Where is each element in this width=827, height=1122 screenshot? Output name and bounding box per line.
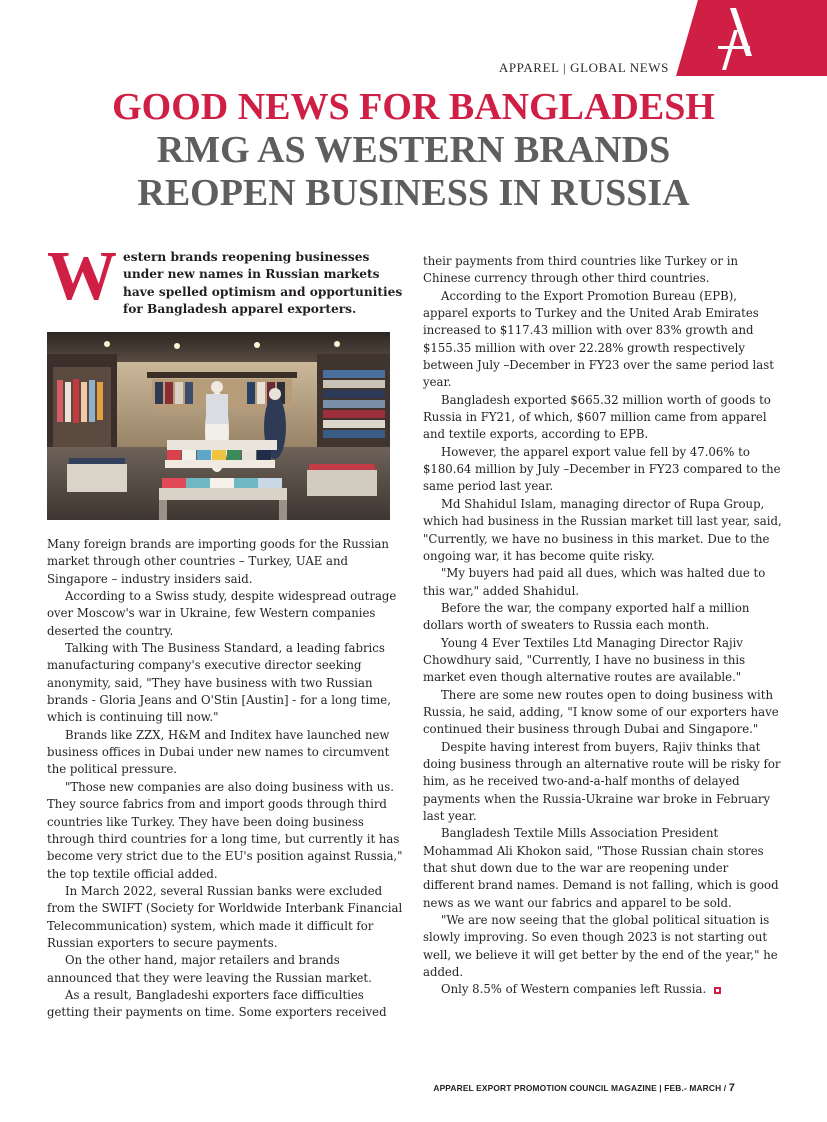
paragraph: Bangladesh exported $665.32 million worth of goods to Russia in FY21, of which, $607 million came from apparel and textile exports, according to EPB. xyxy=(423,392,771,442)
body-column-left xyxy=(47,536,405,1022)
paragraph: According to a Swiss study, despite widespread outrage over Moscow's war in Ukraine, few Western companies deserted the country. xyxy=(47,589,397,638)
drop-cap: W xyxy=(47,238,117,315)
paragraph xyxy=(423,981,782,998)
paragraph: Before the war, the company exported half a million dollars worth of sweaters to Russia each month. xyxy=(423,600,750,633)
paragraph: Many foreign brands are importing goods for the Russian market through other countries – Turkey, UAE and Singapore – industry insiders said. xyxy=(47,537,389,586)
paragraph: "My buyers had paid all dues, which was halted due to this war," added Shahidul. xyxy=(423,566,766,598)
end-of-article-icon xyxy=(714,987,721,994)
magazine-corner-logo xyxy=(676,0,827,76)
headline-line-2: RMG AS WESTERN BRANDS xyxy=(156,129,671,171)
store-interior-photo xyxy=(47,332,390,520)
paragraph: In March 2022, several Russian banks were excluded from the SWIFT (Society for Worldwide Interbank Financial Telecommunication) system, which made it difficult for Russian exporters to secure payments. xyxy=(47,883,403,950)
lead-text: estern brands reopening businesses under new names in Russian markets have spelled optimism and opportunities for Bangladesh apparel exporters. xyxy=(123,250,403,316)
paragraph: Young 4 Ever Textiles Ltd Managing Director Rajiv Chowdhury said, "Currently, I have no business in this market even though alternative routes are available." xyxy=(423,635,746,685)
paragraph: Brands like ZZX, H&M and Inditex have launched new business offices in Dubai under new names to circumvent the political pressure. xyxy=(47,727,390,777)
paragraph: Talking with The Business Standard, a leading fabrics manufacturing company's executive director seeking anonymity, said, "They have business with two Russian brands - Gloria Jeans and O'Stin [Austin] - for a long time, which is continuing till now." xyxy=(47,641,391,725)
section-tag: APPAREL | GLOBAL NEWS xyxy=(498,60,669,75)
paragraph: Md Shahidul Islam, managing director of Rupa Group, which had business in the Russian market till last year, said, "Currently, we have no business in this market. Due to the ongoing war, it has become quite risky. xyxy=(423,496,782,563)
paragraph: On the other hand, major retailers and brands announced that they were leaving the Russian market. xyxy=(47,953,372,985)
page-number: 7 xyxy=(728,1082,735,1094)
paragraph: As a result, Bangladeshi exporters face difficulties getting their payments on time. Some exporters received xyxy=(47,987,387,1020)
footer-magazine-name: APPAREL EXPORT PROMOTION COUNCIL MAGAZINE | FEB.- MARCH / xyxy=(433,1083,729,1093)
headline xyxy=(0,86,827,215)
closing-sentence: Only 8.5% of Western companies left Russia. xyxy=(441,982,707,997)
body-column-right xyxy=(423,253,782,999)
paragraph: "Those new companies are also doing business with us. They source fabrics from and import goods through third countries like Turkey. They have been doing business through third countries for a long time, but currently it has become very strict due to the EU's position against Russia," the top textile official added. xyxy=(47,779,403,881)
paragraph: Bangladesh Textile Mills Association President Mohammad Ali Khokon said, "Those Russian chain stores that shut down due to the war are reopening under different brand names. Demand is not falling, which is good news as we want our fabrics and apparel to be sold. xyxy=(423,826,779,910)
page-footer xyxy=(433,1082,735,1094)
headline-line-3: REOPEN BUSINESS IN RUSSIA xyxy=(137,172,690,214)
paragraph: their payments from third countries like Turkey or in Chinese currency through other third countries. xyxy=(423,254,738,286)
lead-paragraph xyxy=(47,238,404,318)
paragraph: According to the Export Promotion Bureau (EPB), apparel exports to Turkey and the United Arab Emirates increased to $117.43 million with over 83% growth and $155.35 million with over 22.28% growth respectively between July –December in FY23 over the same period last year. xyxy=(423,288,774,390)
paragraph: However, the apparel export value fell by 47.06% to $180.64 million by July –December in FY23 compared to the same period last year. xyxy=(423,444,781,494)
headline-line-1: GOOD NEWS FOR BANGLADESH xyxy=(112,86,715,128)
paragraph: "We are now seeing that the global political situation is slowly improving. So even though 2023 is not starting out well, we believe it will get better by the end of the year," he added. xyxy=(423,913,778,980)
paragraph: There are some new routes open to doing business with Russia, he said, adding, "I know some of our exporters have continued their business through Dubai and Singapore." xyxy=(423,687,779,737)
paragraph: Despite having interest from buyers, Rajiv thinks that doing business through an alternative route will be risky for him, as he received two-and-a-half months of delayed payments when the Russia-Ukraine war broke in February last year. xyxy=(423,739,781,823)
